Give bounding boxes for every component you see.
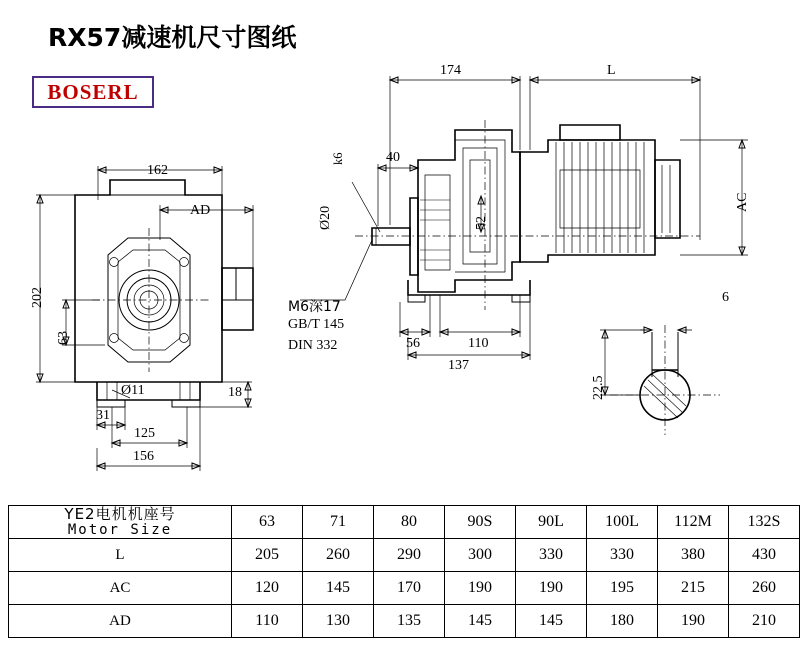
dim-22-5: 22.5 xyxy=(591,375,606,400)
col-header: 90L xyxy=(516,506,587,539)
cell: 170 xyxy=(374,572,445,605)
cell: 190 xyxy=(516,572,587,605)
cell: 145 xyxy=(516,605,587,638)
cell: 195 xyxy=(587,572,658,605)
col-header: 80 xyxy=(374,506,445,539)
cell: 145 xyxy=(303,572,374,605)
dim-6: 6 xyxy=(722,290,729,305)
dim-shaft-dia: Ø20 xyxy=(318,205,333,230)
dim-63: 63 xyxy=(56,331,71,345)
table-row xyxy=(9,539,800,572)
side-view xyxy=(300,76,748,360)
dim-18: 18 xyxy=(228,385,242,400)
motor-size-table xyxy=(8,505,800,638)
dim-AD: AD xyxy=(190,203,211,218)
page-title: RX57减速机尺寸图纸 xyxy=(48,23,297,52)
row-label: L xyxy=(9,539,232,572)
key-section-view xyxy=(600,325,720,435)
cell: 205 xyxy=(232,539,303,572)
table-row xyxy=(9,506,800,539)
cell: 130 xyxy=(303,605,374,638)
cell: 300 xyxy=(445,539,516,572)
dim-156: 156 xyxy=(133,449,154,464)
brand-logo-text: BOSERL xyxy=(47,79,139,104)
hole-label: Ø11 xyxy=(121,383,145,398)
cell: 430 xyxy=(729,539,800,572)
dim-31: 31 xyxy=(96,408,110,423)
cell: 210 xyxy=(729,605,800,638)
col-header: 132S xyxy=(729,506,800,539)
cell: 215 xyxy=(658,572,729,605)
dim-202: 202 xyxy=(30,287,45,308)
table-header-label xyxy=(9,506,232,539)
cell: 190 xyxy=(658,605,729,638)
dim-56: 56 xyxy=(406,336,420,351)
col-header: 100L xyxy=(587,506,658,539)
shaft-tolerance: k6 xyxy=(331,152,345,165)
dim-AC: AC xyxy=(735,192,750,212)
dim-L: L xyxy=(607,63,616,78)
dim-174: 174 xyxy=(440,63,461,78)
table-row xyxy=(9,605,800,638)
cell: 290 xyxy=(374,539,445,572)
dim-125: 125 xyxy=(134,426,155,441)
cell: 110 xyxy=(232,605,303,638)
table-header-cn: YE2电机机座号 xyxy=(64,505,176,523)
row-label: AC xyxy=(9,572,232,605)
dim-110: 110 xyxy=(468,336,489,351)
cell: 260 xyxy=(303,539,374,572)
dim-40: 40 xyxy=(386,150,400,165)
table-header-en: Motor Size xyxy=(67,521,173,538)
thread-note-line2: GB/T 145 xyxy=(288,317,345,332)
cell: 190 xyxy=(445,572,516,605)
cell: 330 xyxy=(587,539,658,572)
thread-note-line3: DIN 332 xyxy=(288,338,338,353)
cell: 145 xyxy=(445,605,516,638)
col-header: 63 xyxy=(232,506,303,539)
cell: 180 xyxy=(587,605,658,638)
col-header: 112M xyxy=(658,506,729,539)
dim-137: 137 xyxy=(448,358,469,373)
cell: 380 xyxy=(658,539,729,572)
dim-162: 162 xyxy=(147,163,168,178)
cell: 260 xyxy=(729,572,800,605)
col-header: 90S xyxy=(445,506,516,539)
table-row xyxy=(9,572,800,605)
cell: 330 xyxy=(516,539,587,572)
dim-52: 52 xyxy=(474,216,489,230)
row-label: AD xyxy=(9,605,232,638)
thread-note-line1: M6深17 xyxy=(288,299,341,315)
cell: 120 xyxy=(232,572,303,605)
col-header: 71 xyxy=(303,506,374,539)
cell: 135 xyxy=(374,605,445,638)
